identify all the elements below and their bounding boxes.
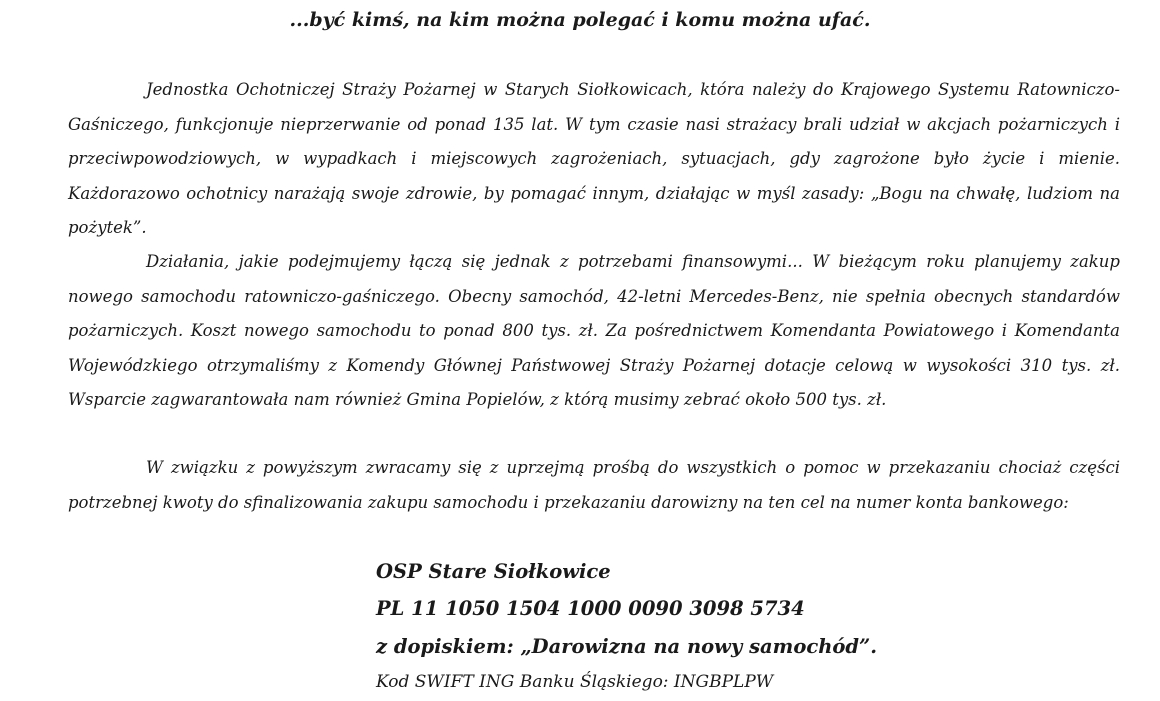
- swift-code: Kod SWIFT ING Banku Śląskiego: INGBPLPW: [376, 672, 774, 692]
- paragraph-history: Jednostka Ochotniczej Straży Pożarnej w Starych Siołkowicach, która należy do Krajowego Systemu Ratowniczo-Gaśniczego, funkcjonuje nieprzerwanie od ponad 135 lat. W tym czasie nasi strażacy brali udział w akcjach pożarniczych i przeciwpowodziowych, w wypadkach i miejscowych zagrożeniach, sytuacjach, gdy zagrożone było życie i mienie. Każdorazowo ochotnicy narażają swoje zdrowie, by pomagać innym, działając w myśl zasady: „Bogu na chwałę, ludziom na pożytek”.: [68, 80, 1120, 237]
- paragraph-funding-needs: Działania, jakie podejmujemy łączą się jednak z potrzebami finansowymi... W bieżącym roku planujemy zakup nowego samochodu ratowniczo-gaśniczego. Obecny samochód, 42-letni Mercedes-Benz, nie spełnia obecnych standardów pożarniczych. Koszt nowego samochodu to ponad 800 tys. zł. Za pośrednictwem Komendanta Powiatowego i Komendanta Wojewódzkiego otrzymaliśmy z Komendy Głównej Państwowej Straży Pożarnej dotacje celową w wysokości 310 tys. zł. Wsparcie zagwarantowała nam również Gmina Popielów, z którą musimy zebrać około 500 tys. zł.: [68, 252, 1120, 409]
- account-number: PL 11 1050 1504 1000 0090 3098 5734: [376, 597, 805, 620]
- account-holder-name: OSP Stare Siołkowice: [376, 560, 611, 583]
- document-heading: ...być kimś, na kim można polegać i komu można ufać.: [289, 9, 871, 31]
- transfer-note: z dopiskiem: „Darowizna na nowy samochód”.: [376, 635, 878, 658]
- paragraph-donation-request: W związku z powyższym zwracamy się z uprzejmą prośbą do wszystkich o pomoc w przekazaniu chociaż części potrzebnej kwoty do sfinalizowania zakupu samochodu i przekazaniu darowizny na ten cel na numer konta bankowego:: [68, 458, 1120, 512]
